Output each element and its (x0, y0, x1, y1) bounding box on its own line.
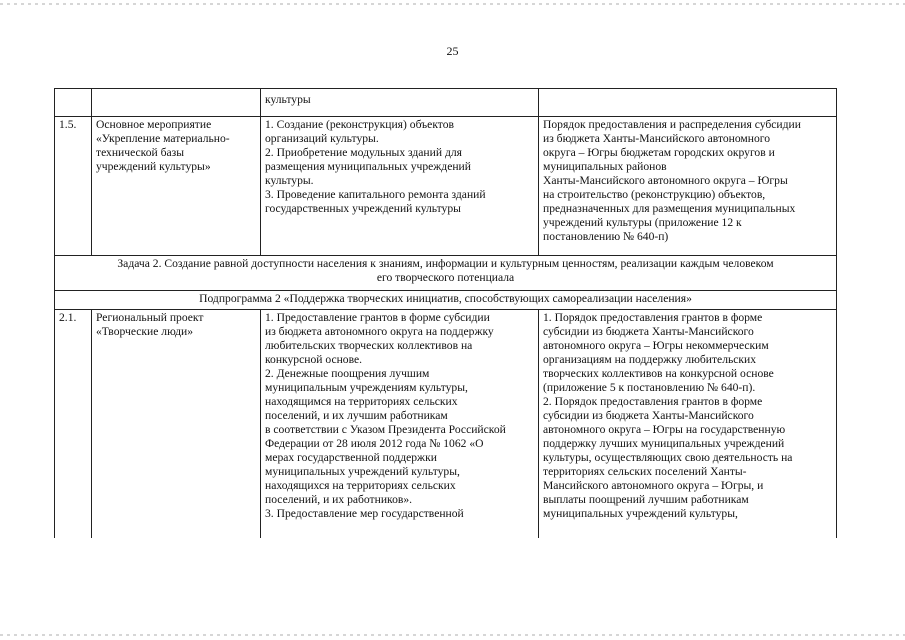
cell-name (92, 89, 261, 117)
cell-activities: 1. Создание (реконструкция) объектов организаций культуры. 2. Приобретение модульных зданий для размещения муниципальных учреждений культуры. 3. Проведение капитального ремонта зданий государственных учреждений культуры (261, 117, 539, 256)
scan-edge-bottom (0, 634, 905, 636)
table-row-task-2 (55, 256, 837, 291)
cell-activities: 1. Предоставление грантов в форме субсидии из бюджета автономного округа на поддержку любительских творческих коллективов на конкурсной основе. 2. Денежные поощрения лучшим муниципальным учреждениям культуры, находящимся на территориях сельских поселений, и их лучшим работникам в соответствии с Указом Президента Российской Федерации от 28 июля 2012 года № 1062 «О мерах государственной поддержки муниципальных учреждений культуры, находящихся на территориях сельских поселений, и их работников». 3. Предоставление мер государственной (261, 310, 539, 539)
cell-name: Основное мероприятие «Укрепление материально- технической базы учреждений культуры» (92, 117, 261, 256)
table-row-2-1 (55, 310, 837, 539)
cell-procedure: 1. Порядок предоставления грантов в форме субсидии из бюджета Ханты-Мансийского автономного округа – Югры некоммерческим организациям на поддержку любительских творческих коллективов на конкурсной основе (приложение 5 к постановлению № 640-п). 2. Порядок предоставления грантов в форме субсидии из бюджета Ханты-Мансийского автономного округа – Югры на государственную поддержку лучших муниципальных учреждений культуры, осуществляющих свою деятельность на территориях сельских поселений Ханты- Мансийского автономного округа – Югры, и выплаты поощрений лучшим работникам муниципальных учреждений культуры, (539, 310, 837, 539)
cell-procedure (539, 89, 837, 117)
subprogram-heading: Подпрограмма 2 «Поддержка творческих инициатив, способствующих самореализации населения» (55, 291, 837, 310)
cell-num: 1.5. (55, 117, 92, 256)
page-number: 25 (446, 44, 459, 58)
cell-activities: культуры (261, 89, 539, 117)
cell-name: Региональный проект «Творческие люди» (92, 310, 261, 539)
cell-procedure: Порядок предоставления и распределения субсидии из бюджета Ханты-Мансийского автономного округа – Югры бюджетам городских округов и муниципальных районов Ханты-Мансийского автономного округа – Югры на строительство (реконструкцию) объектов, предназначенных для размещения муниципальных учреждений культуры (приложение 12 к постановлению № 640-п) (539, 117, 837, 256)
scan-edge-top (0, 3, 905, 5)
table-row-1-5 (55, 117, 837, 256)
document-table (54, 88, 837, 538)
cell-num: 2.1. (55, 310, 92, 539)
table-row-subprogram-2 (55, 291, 837, 310)
task-heading: Задача 2. Создание равной доступности населения к знаниям, информации и культурным ценностям, реализации каждым человеком его творческого потенциала (55, 256, 837, 291)
cell-num (55, 89, 92, 117)
table-row-continuation (55, 89, 837, 117)
